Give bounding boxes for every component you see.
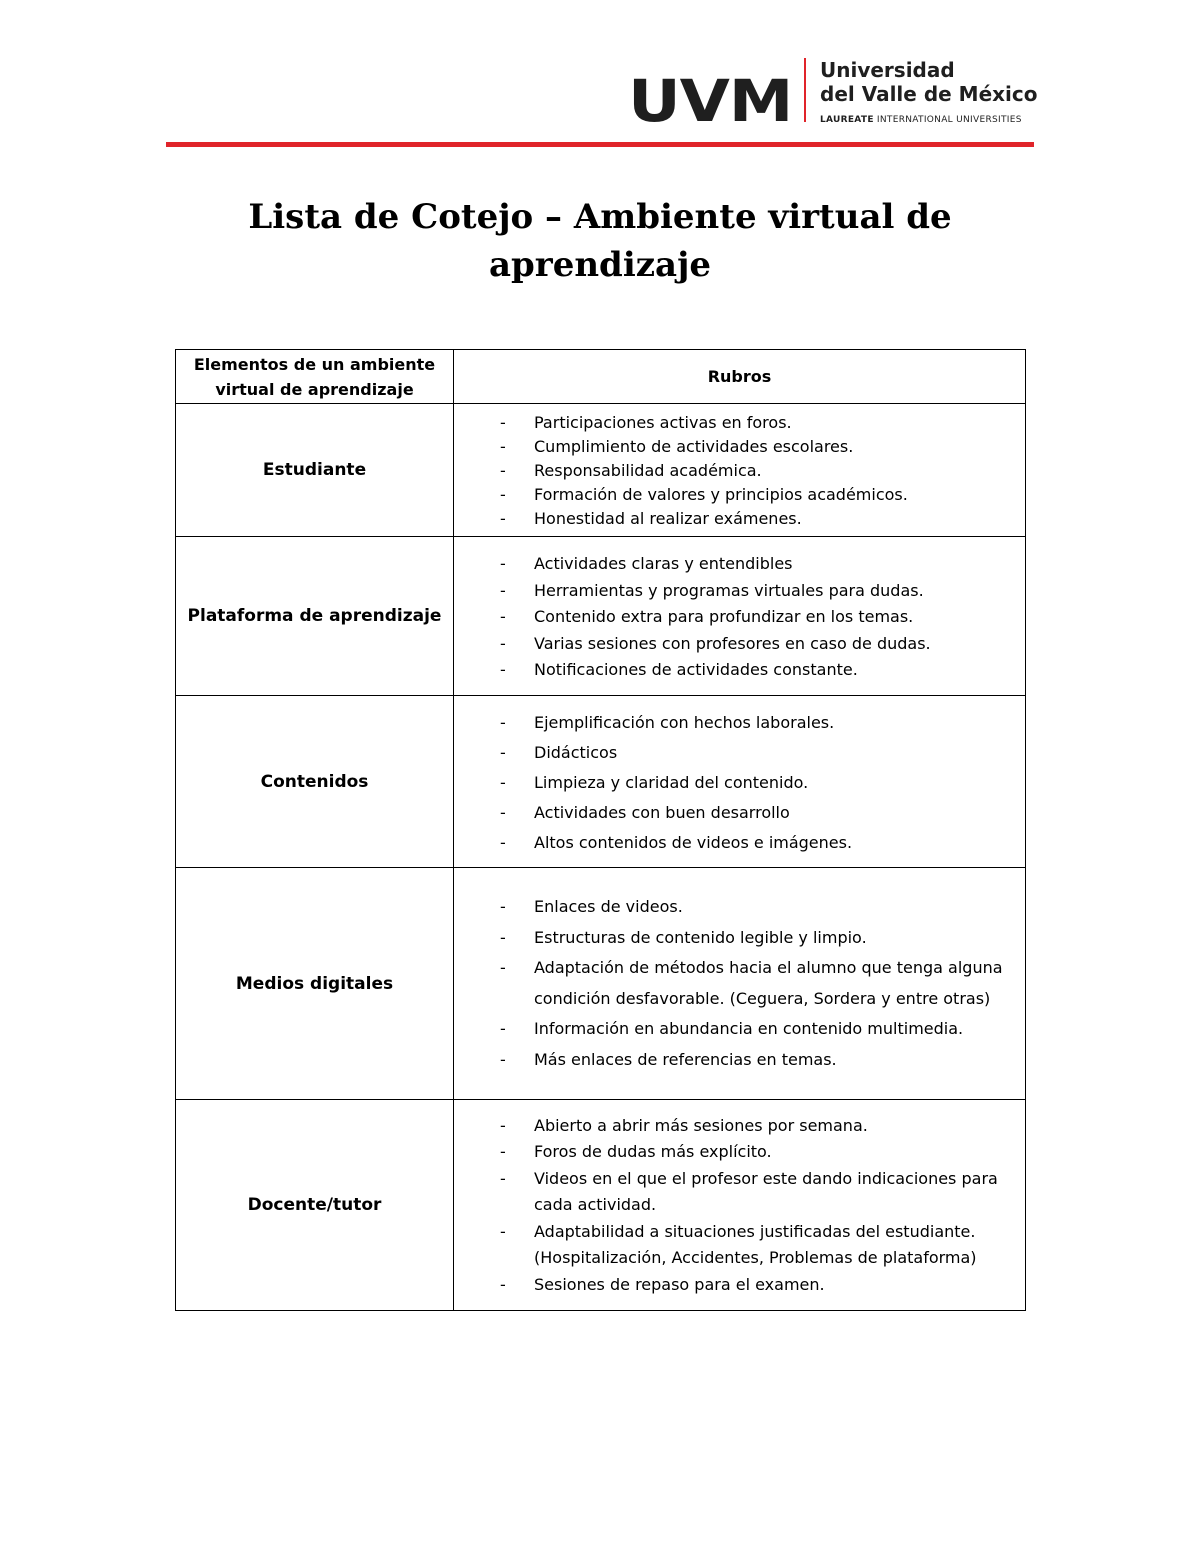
list-item: - Videos en el que el profesor este dando indicaciones para cada actividad. [454, 1166, 1025, 1219]
logo-line-2: del Valle de México [820, 82, 1038, 106]
list-item: - Ejemplificación con hechos laborales. [454, 708, 1025, 738]
list-item: - Didácticos [454, 738, 1025, 768]
rubros-cell [454, 696, 1026, 868]
rubros-list [454, 1112, 1025, 1299]
list-item: - Cumplimiento de actividades escolares. [454, 435, 1025, 459]
logo-subtitle [820, 114, 1037, 126]
list-item: - Responsabilidad académica. [454, 459, 1025, 483]
list-item: - Enlaces de videos. [454, 892, 1025, 923]
list-item: - Honestidad al realizar exámenes. [454, 507, 1025, 531]
element-cell: Medios digitales [176, 868, 454, 1100]
element-cell: Plataforma de aprendizaje [176, 537, 454, 696]
list-item: - Sesiones de repaso para el examen. [454, 1272, 1025, 1299]
checklist-table [175, 349, 1026, 1311]
list-item: - Varias sesiones con profesores en caso de dudas. [454, 631, 1025, 658]
logo-line-1: Universidad [820, 58, 955, 82]
page-title: Lista de Cotejo – Ambiente virtual de aprendizaje [248, 197, 952, 285]
rubros-cell [454, 868, 1026, 1100]
list-item: - Estructuras de contenido legible y limpio. [454, 923, 1025, 954]
rubros-cell [454, 404, 1026, 537]
list-item: - Actividades con buen desarrollo [454, 798, 1025, 828]
logo-text [820, 58, 1037, 126]
logo-sub-bold: LAUREATE [820, 115, 874, 125]
list-item: - Contenido extra para profundizar en los temas. [454, 604, 1025, 631]
element-cell: Contenidos [176, 696, 454, 868]
rubros-list [454, 892, 1025, 1075]
column-header-rubros: Rubros [454, 350, 1026, 404]
list-item: - Adaptabilidad a situaciones justificadas del estudiante. (Hospitalización, Accidentes, Problemas de plataforma) [454, 1219, 1025, 1272]
logo-sub-rest: INTERNATIONAL UNIVERSITIES [873, 115, 1022, 125]
list-item: - Más enlaces de referencias en temas. [454, 1045, 1025, 1076]
list-item: - Notificaciones de actividades constante. [454, 657, 1025, 684]
column-header-elements: Elementos de un ambiente virtual de aprendizaje [176, 350, 454, 404]
rubros-cell [454, 1100, 1026, 1311]
rubros-list [454, 409, 1025, 531]
rubros-list [454, 706, 1025, 858]
table-row [176, 868, 1026, 1100]
list-item: - Herramientas y programas virtuales para dudas. [454, 578, 1025, 605]
list-item: - Abierto a abrir más sesiones por semana. [454, 1113, 1025, 1140]
table-row [176, 537, 1026, 696]
rubros-list [454, 548, 1025, 684]
uvm-logo [628, 58, 1038, 135]
list-item: - Actividades claras y entendibles [454, 551, 1025, 578]
table-row [176, 1100, 1026, 1311]
list-item: - Adaptación de métodos hacia el alumno que tenga alguna condición desfavorable. (Ceguera, Sordera y entre otras) [454, 953, 1025, 1014]
list-item: - Limpieza y claridad del contenido. [454, 768, 1025, 798]
list-item: - Foros de dudas más explícito. [454, 1139, 1025, 1166]
element-cell: Estudiante [176, 404, 454, 537]
element-cell: Docente/tutor [176, 1100, 454, 1311]
logo-mark: UVM [628, 67, 793, 135]
list-item: - Altos contenidos de videos e imágenes. [454, 828, 1025, 858]
table-header-row [176, 350, 1026, 404]
header-rule [166, 142, 1034, 147]
list-item: - Información en abundancia en contenido multimedia. [454, 1014, 1025, 1045]
list-item: - Formación de valores y principios académicos. [454, 483, 1025, 507]
table-row [176, 404, 1026, 537]
table-row [176, 696, 1026, 868]
list-item: - Participaciones activas en foros. [454, 411, 1025, 435]
rubros-cell [454, 537, 1026, 696]
